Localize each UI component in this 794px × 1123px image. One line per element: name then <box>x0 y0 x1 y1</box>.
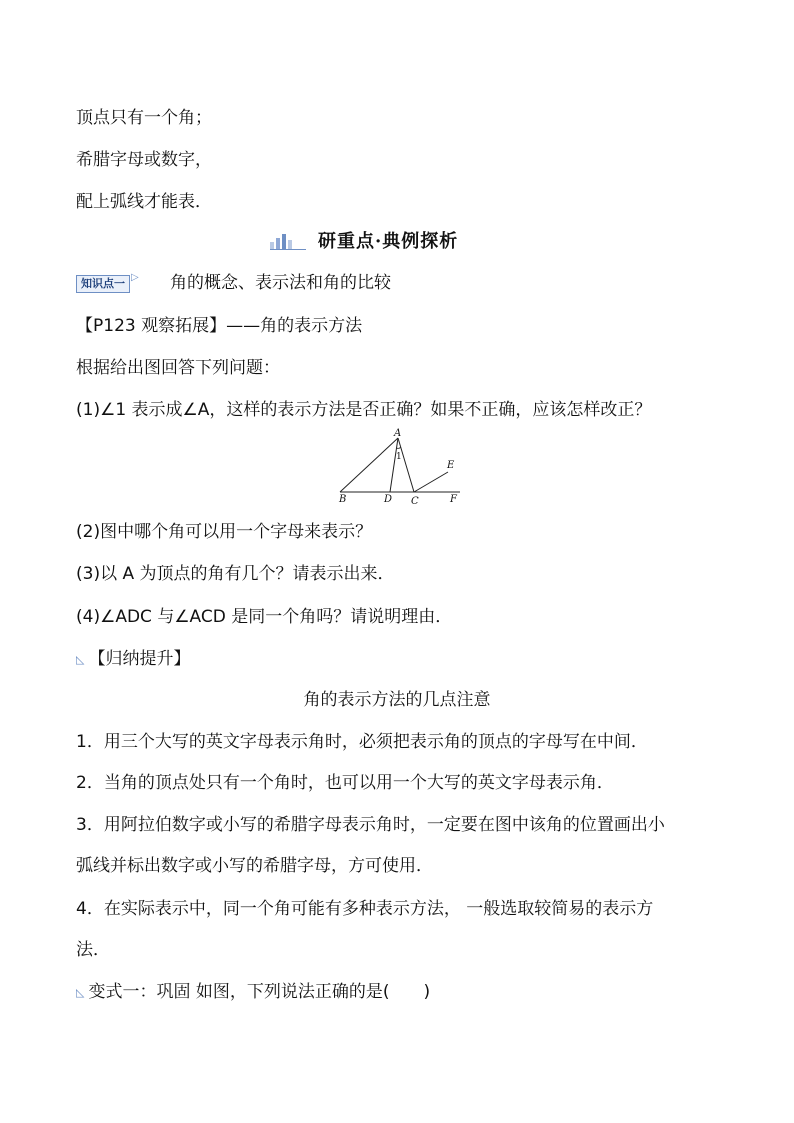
observe-heading: 【P123 观察拓展】——角的表示方法 <box>76 316 363 336</box>
note-3-line-1: 3．用阿拉伯数字或小写的希腊字母表示角时，一定要在图中该角的位置画出小 <box>76 815 665 835</box>
note-1: 1．用三个大写的英文字母表示角时，必须把表示角的顶点的字母写在中间． <box>76 732 648 752</box>
label-d: D <box>384 494 393 505</box>
label-f: F <box>450 494 457 505</box>
label-c: C <box>411 496 419 507</box>
triangle-figure <box>330 426 470 508</box>
question-3: (3)以 A 为顶点的角有几个？请表示出来． <box>76 564 395 584</box>
note-3-line-2: 弧线并标出数字或小写的希腊字母，方可使用． <box>76 856 433 876</box>
bar-chart-icon <box>270 234 306 250</box>
summary-heading: 【归纳提升】 <box>88 649 191 669</box>
summary-heading-row <box>76 647 190 672</box>
label-angle-1: 1 <box>396 452 402 462</box>
label-b: B <box>339 494 347 505</box>
marker-icon: ◺ <box>76 653 85 666</box>
note-4-line-2: 法． <box>76 940 110 960</box>
variant-row <box>76 980 430 1005</box>
section-title: 研重点·典例探析 <box>318 231 459 252</box>
variant-question: 变式一：巩固 如图，下列说法正确的是( ) <box>88 982 431 1002</box>
knowledge-tag <box>76 272 139 290</box>
label-a: A <box>394 428 402 439</box>
knowledge-tag-label: 知识点一 <box>76 275 130 293</box>
section-banner <box>270 228 510 256</box>
marker-icon: ◺ <box>76 986 85 999</box>
label-e: E <box>447 460 455 471</box>
rhyme-line-3: 配上弧线才能表． <box>76 192 212 212</box>
rhyme-line-1: 顶点只有一个角； <box>76 108 212 128</box>
question-4: (4)∠ADC 与∠ACD 是同一个角吗？请说明理由． <box>76 607 453 627</box>
note-2: 2．当角的顶点处只有一个角时，也可以用一个大写的英文字母表示角． <box>76 773 614 793</box>
note-4-line-1: 4．在实际表示中，同一个角可能有多种表示方法， 一般选取较简易的表示方 <box>76 899 654 919</box>
knowledge-title: 角的概念、表示法和角的比较 <box>170 273 391 293</box>
question-1: (1)∠1 表示成∠A，这样的表示方法是否正确？如果不正确，应该怎样改正？ <box>76 400 652 420</box>
rhyme-line-2: 希腊字母或数字， <box>76 150 212 170</box>
arrow-right-icon: ▷ <box>131 272 139 283</box>
summary-title: 角的表示方法的几点注意 <box>303 690 491 710</box>
question-2: (2)图中哪个角可以用一个字母来表示？ <box>76 522 373 542</box>
prompt: 根据给出图回答下列问题： <box>76 358 280 378</box>
